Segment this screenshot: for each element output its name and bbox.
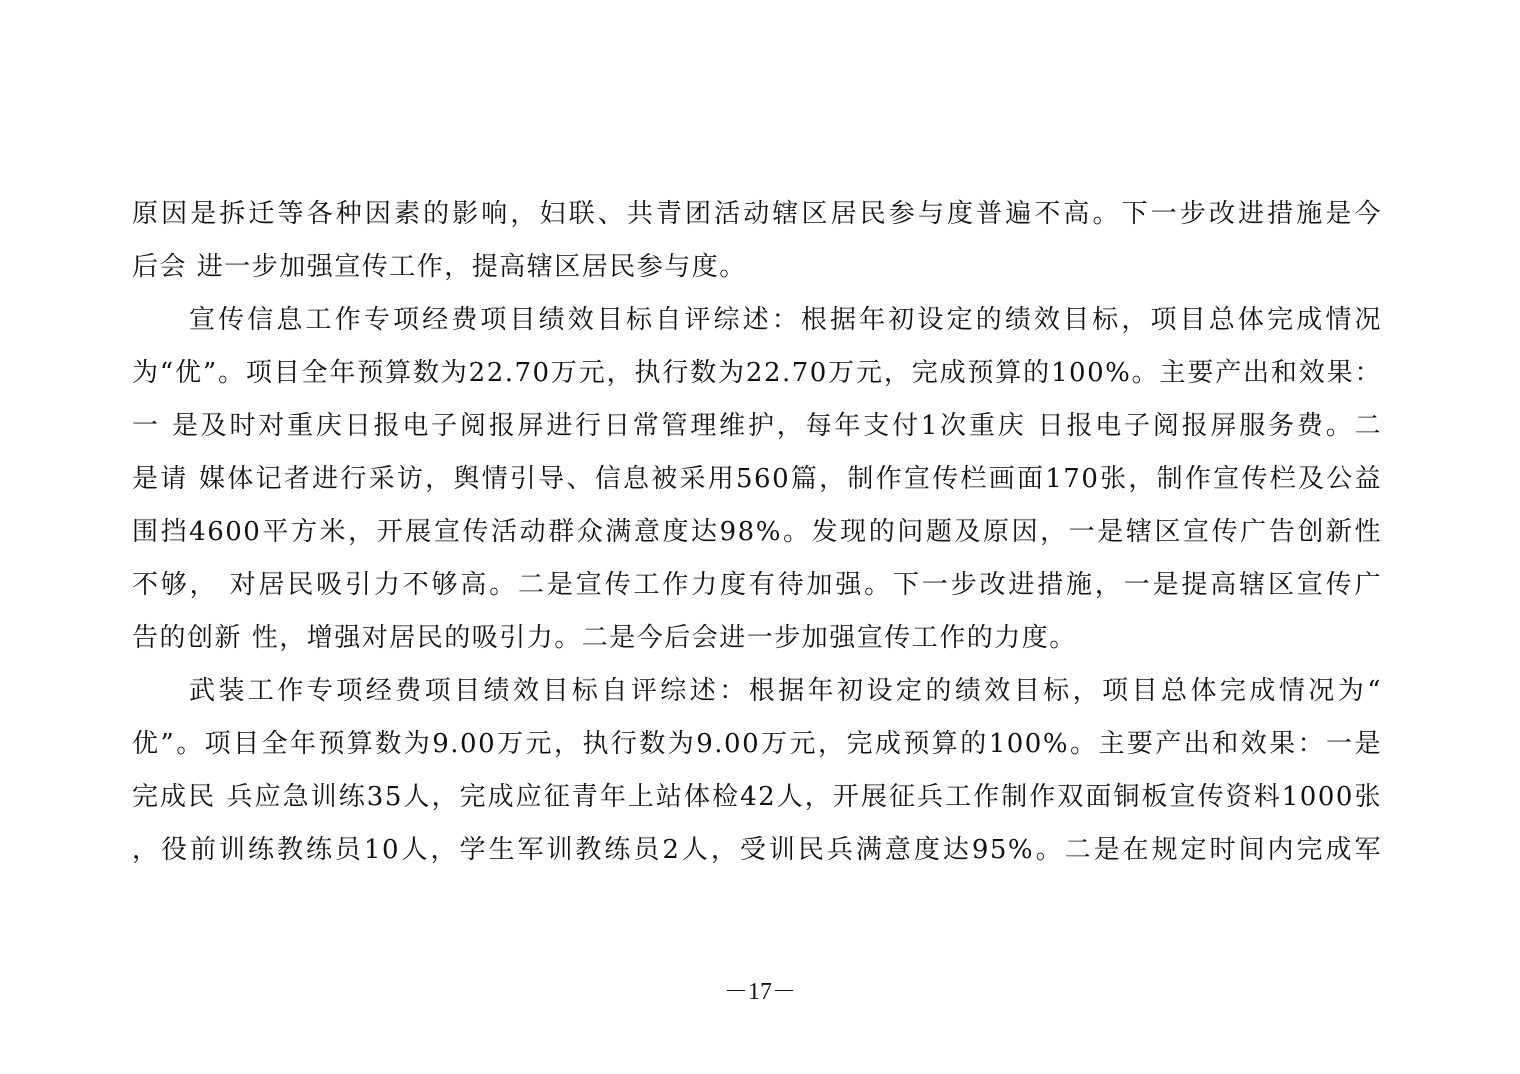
paragraph-line: 告的创新 性，增强对居民的吸引力。二是今后会进一步加强宣传工作的力度。: [132, 623, 1077, 653]
page-number: －17－: [724, 979, 796, 1005]
paragraph-line: 为“优”。项目全年预算数为22.70万元，执行数为22.70万元，完成预算的100%。主要产出和效果：: [132, 358, 1382, 388]
paragraph-line: 宣传信息工作专项经费项目绩效目标自评综述：根据年初设定的绩效目标，项目总体完成情况: [189, 305, 1382, 335]
paragraph-line: 围挡4600平方米，开展宣传活动群众满意度达98%。发现的问题及原因，一是辖区宣传广告创新性: [132, 517, 1382, 547]
paragraph-line: 完成民 兵应急训练35人，完成应征青年上站体检42人，开展征兵工作制作双面铜板宣传资料1000张: [132, 782, 1382, 812]
paragraph-line: 不够， 对居民吸引力不够高。二是宣传工作力度有待加强。下一步改进措施，一是提高辖区宣传广: [132, 570, 1382, 600]
paragraph-line: 原因是拆迁等各种因素的影响，妇联、共青团活动辖区居民参与度普遍不高。下一步改进措施是今: [132, 199, 1382, 229]
paragraph-line: 武装工作专项经费项目绩效目标自评综述：根据年初设定的绩效目标，项目总体完成情况为“: [189, 676, 1382, 706]
paragraph-line: 优”。项目全年预算数为9.00万元，执行数为9.00万元，完成预算的100%。主要产出和效果：一是: [132, 729, 1382, 759]
paragraph-line: 是请 媒体记者进行采访，舆情引导、信息被采用560篇，制作宣传栏画面170张，制作宣传栏及公益: [132, 464, 1382, 494]
paragraph-line: 后会 进一步加强宣传工作，提高辖区居民参与度。: [132, 252, 747, 282]
paragraph-line: 一 是及时对重庆日报电子阅报屏进行日常管理维护，每年支付1次重庆 日报电子阅报屏服务费。二: [132, 411, 1382, 441]
body-text: [132, 188, 1382, 877]
paragraph-line: ，役前训练教练员10人，学生军训教练员2人，受训民兵满意度达95%。二是在规定时间内完成军: [132, 835, 1382, 865]
